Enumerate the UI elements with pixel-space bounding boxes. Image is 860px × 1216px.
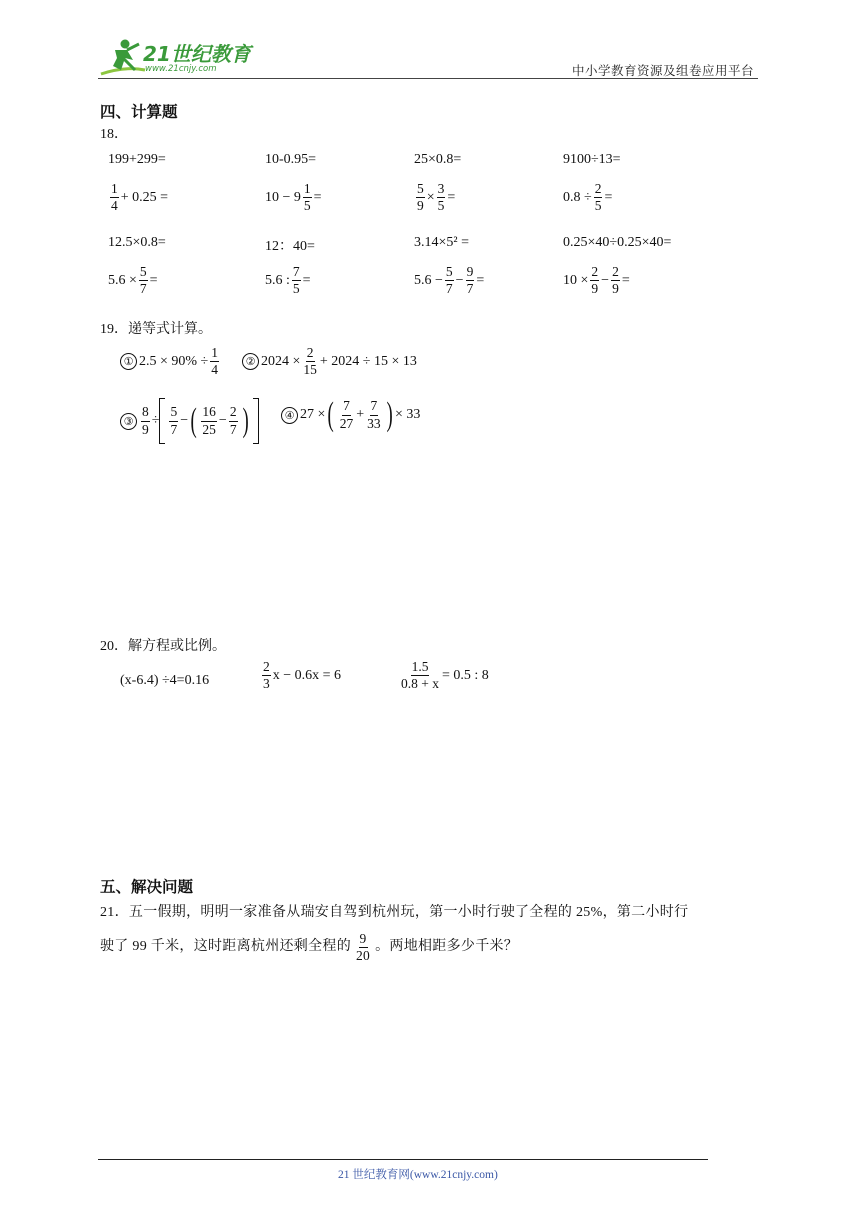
- expr-pre: 5.6 :: [265, 272, 290, 288]
- q21-text-1: 五一假期，明明一家准备从瑞安自驾到杭州玩，第一小时行驶了全程的 25%，第二小时行: [128, 905, 689, 920]
- q18-row1-b: 10-0.95=: [265, 152, 317, 167]
- fraction-numerator: 1.5: [411, 660, 430, 676]
- q20-eq-3: [398, 660, 489, 691]
- expr-pre: 27 ×: [300, 407, 326, 422]
- right-paren: ): [386, 396, 393, 433]
- q19-number: 19．: [100, 322, 128, 337]
- expr-rest: + 2024 ÷ 15 × 13: [319, 353, 417, 369]
- expr-pre: 2.5 × 90% ÷: [139, 353, 209, 369]
- fraction-numerator: 5: [445, 265, 454, 281]
- operator: −: [180, 413, 189, 428]
- fraction-numerator: 7: [370, 399, 379, 415]
- expr-pre: 5.6 ×: [108, 272, 137, 288]
- expr-rest: =: [476, 272, 485, 288]
- fraction-numerator: 1: [210, 346, 219, 362]
- q18-row4-c: [414, 265, 484, 296]
- q19-expr-2: [242, 346, 417, 377]
- q18-row4-d: [563, 265, 630, 296]
- expr-rest: =: [302, 272, 311, 288]
- right-square-bracket: [253, 398, 259, 444]
- expr-rest: =: [149, 272, 158, 288]
- q18-row4-b: [265, 265, 311, 296]
- left-paren: (: [190, 402, 197, 439]
- fraction-numerator: 1: [303, 182, 312, 198]
- fraction-numerator: 8: [141, 405, 150, 421]
- fraction-denominator: 5: [594, 198, 602, 214]
- expr-pre: 2024 ×: [261, 353, 301, 369]
- fraction-numerator: 1: [110, 182, 119, 198]
- expr-rest: x − 0.6x = 6: [272, 667, 342, 683]
- expr-rest: × 33: [394, 407, 421, 422]
- fraction-denominator: 9: [417, 198, 424, 214]
- logo-url: www.21cnjy.com: [145, 64, 217, 74]
- fraction-numerator: 5: [416, 182, 425, 198]
- fraction-numerator: 2: [594, 182, 603, 198]
- q21-line-1: [100, 902, 762, 924]
- footer-divider: [98, 1159, 708, 1160]
- operator: ÷: [151, 413, 160, 428]
- q18-row2-c: [414, 182, 455, 213]
- operator: +: [356, 407, 365, 422]
- expr-rest: =: [621, 272, 630, 288]
- footer-text: 21 世纪教育网(www.21cnjy.com): [338, 1169, 498, 1181]
- fraction-numerator: 9: [466, 265, 475, 281]
- expr-pre: 10 ×: [563, 272, 589, 288]
- q18-row1-a: 199+299=: [108, 152, 166, 167]
- q18-row3-b: 12：40=: [265, 239, 315, 254]
- fraction-numerator: 5: [169, 405, 178, 421]
- fraction-denominator: 9: [591, 281, 599, 297]
- expr-rest: =: [604, 189, 613, 205]
- fraction-denominator: 9: [612, 281, 619, 297]
- logo: [95, 36, 260, 80]
- fraction-numerator: 5: [139, 265, 148, 281]
- operator: −: [455, 272, 464, 288]
- q21-text-2: 驶了 99 千米，这时距离杭州还剩全程的: [100, 939, 351, 955]
- fraction-numerator: 3: [437, 182, 446, 198]
- fraction-denominator: 9: [142, 421, 149, 437]
- q18-row3-a: 12.5×0.8=: [108, 235, 166, 250]
- circled-number-1: ①: [120, 353, 137, 370]
- fraction-denominator: 27: [339, 415, 354, 431]
- left-square-bracket: [159, 398, 165, 444]
- fraction-numerator: 2: [611, 265, 620, 281]
- fraction-denominator: 0.8 + x: [401, 676, 439, 692]
- q18-row2-a: [108, 182, 168, 213]
- q20-eq-1: (x-6.4) ÷4=0.16: [120, 673, 210, 688]
- q19-expr-4: [281, 398, 420, 432]
- fraction-denominator: 15: [303, 362, 317, 378]
- q19-expr-1: [120, 346, 221, 377]
- fraction-numerator: 2: [262, 660, 271, 676]
- header-divider: [98, 78, 758, 79]
- expr-pre: 10 − 9: [265, 189, 301, 205]
- fraction-denominator: 33: [367, 415, 381, 431]
- fraction-denominator: 5: [303, 198, 311, 214]
- fraction-numerator: 2: [229, 405, 238, 421]
- operator: ×: [426, 189, 435, 205]
- expr-rest: + 0.25 =: [120, 189, 169, 205]
- logo-text: 21世纪教育: [143, 42, 251, 66]
- left-paren: (: [327, 396, 335, 433]
- fraction-numerator: 2: [306, 346, 315, 362]
- circled-number-2: ②: [242, 353, 259, 370]
- q19-expr-3: [120, 398, 259, 444]
- fraction-numerator: 16: [201, 405, 217, 421]
- q18-row2-d: [563, 182, 612, 213]
- q18-number: 18．: [100, 127, 128, 142]
- right-paren: ): [242, 402, 249, 439]
- expr-rest: = 0.5 : 8: [442, 667, 489, 683]
- expr-pre: 0.8 ÷: [563, 189, 592, 205]
- q19-header: [100, 318, 212, 338]
- fraction-denominator: 4: [211, 362, 218, 378]
- fraction-denominator: 5: [437, 198, 445, 214]
- operator: −: [601, 272, 610, 288]
- fraction-denominator: 7: [170, 421, 178, 437]
- section-4-title: 四、计算题: [100, 103, 178, 121]
- q20-instruction: 解方程或比例。: [128, 639, 226, 654]
- operator: −: [218, 413, 227, 428]
- fraction-numerator: 7: [292, 265, 301, 281]
- fraction-denominator: 7: [445, 281, 453, 297]
- q18-row2-b: [265, 182, 322, 213]
- q21-number: 21．: [100, 905, 129, 920]
- expr-rest: =: [447, 189, 456, 205]
- q20-number: 20．: [100, 639, 128, 654]
- q18-row1-c: 25×0.8=: [414, 152, 462, 167]
- q18-row3-c: 3.14×5² =: [414, 235, 469, 250]
- fraction-denominator: 25: [202, 421, 216, 437]
- fraction-denominator: 5: [292, 281, 300, 297]
- circled-number-4: ④: [281, 407, 298, 424]
- q18-row3-d: 0.25×40÷0.25×40=: [563, 235, 672, 250]
- fraction-denominator: 20: [356, 948, 371, 964]
- header-platform-text: 中小学教育资源及组卷应用平台: [572, 64, 755, 78]
- q21-line-2: [100, 932, 518, 963]
- fraction-numerator: 2: [590, 265, 599, 281]
- q20-header: [100, 635, 226, 655]
- section-5-title: 五、解决问题: [100, 878, 194, 896]
- fraction-denominator: 7: [139, 281, 147, 297]
- fraction-numerator: 9: [359, 932, 368, 948]
- fraction-denominator: 3: [263, 676, 270, 692]
- q18-row4-a: [108, 265, 158, 296]
- circled-number-3: ③: [120, 413, 137, 430]
- expr-pre: 5.6 −: [414, 272, 443, 288]
- fraction-denominator: 4: [111, 198, 118, 214]
- fraction-denominator: 7: [466, 281, 474, 297]
- q20-eq-2: [260, 660, 341, 691]
- q19-instruction: 递等式计算。: [128, 322, 212, 337]
- expr-rest: =: [313, 189, 322, 205]
- fraction-numerator: 7: [342, 399, 351, 415]
- fraction-denominator: 7: [229, 421, 237, 437]
- q21-text-3: 。两地相距多少千米？: [375, 939, 519, 955]
- q18-row1-d: 9100÷13=: [563, 152, 621, 167]
